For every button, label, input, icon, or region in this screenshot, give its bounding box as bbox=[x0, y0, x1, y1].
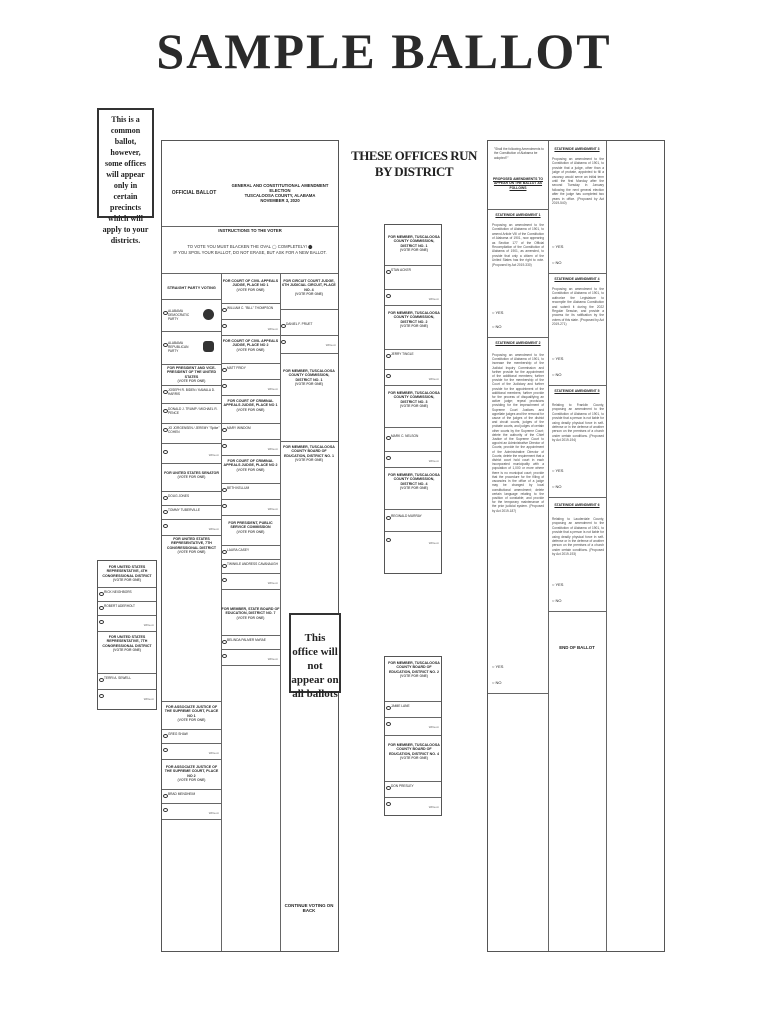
amendment-2-yes[interactable]: ○ YES bbox=[492, 664, 504, 669]
commission-1-title: FOR MEMBER, TUSCALOOSA COUNTY COMMISSION, DISTRICT NO. 1 bbox=[388, 235, 440, 248]
boe-4-title: FOR MEMBER, TUSCALOOSA COUNTY BOARD OF EDUCATION, DISTRICT NO. 4 bbox=[388, 743, 440, 756]
amendment-3-no[interactable]: ○ NO bbox=[552, 260, 562, 265]
amendment-6-yes[interactable]: ○ YES bbox=[552, 582, 564, 587]
amendment-question: "Shall the following Amendments to the Constitution of Alabama be adopted?" bbox=[494, 147, 544, 160]
commission-4-title: FOR MEMBER, TUSCALOOSA COUNTY COMMISSION, DISTRICT NO. 4 bbox=[388, 473, 440, 486]
amendment-4-no[interactable]: ○ NO bbox=[552, 372, 562, 377]
yes-label: YES bbox=[495, 310, 504, 315]
write-in-label: Write-in bbox=[208, 751, 219, 755]
state-board-education-title: FOR MEMBER, STATE BOARD OF EDUCATION, DISTRICT NO. 7 bbox=[221, 607, 280, 616]
ballot-column-3 bbox=[280, 273, 338, 951]
write-in-label: Write-in bbox=[325, 343, 336, 347]
no-label: NO bbox=[555, 598, 562, 603]
assoc-justice-2-title: FOR ASSOCIATE JUSTICE OF THE SUPREME COURT, PLACE NO 2 bbox=[164, 765, 219, 778]
instructions-line-2: IF YOU SPOIL YOUR BALLOT, DO NOT ERASE, BUT ASK FOR A NEW BALLOT. bbox=[173, 250, 327, 255]
candidate-mark-nelson[interactable] bbox=[385, 435, 441, 439]
vote-for-one: (VOTE FOR ONE) bbox=[113, 578, 141, 583]
commission-2-title: FOR MEMBER, TUSCALOOSA COUNTY COMMISSION, DISTRICT NO. 2 bbox=[388, 311, 440, 324]
vote-for-one: (VOTE FOR ONE) bbox=[177, 475, 206, 480]
write-in-label: Write-in bbox=[428, 725, 439, 729]
county-commission-header bbox=[280, 369, 338, 386]
president-header bbox=[162, 366, 221, 383]
county-boe-header bbox=[280, 445, 338, 462]
instructions-title: INSTRUCTIONS TO THE VOTER bbox=[218, 228, 282, 233]
write-in-label: Write-in bbox=[428, 459, 439, 463]
yes-label: YES bbox=[555, 244, 564, 249]
amendment-5-yes[interactable]: ○ YES bbox=[552, 468, 564, 473]
criminal-appeals-2-header bbox=[221, 459, 280, 472]
candidate-name: BETH KELLUM bbox=[227, 486, 250, 490]
election-date: NOVEMBER 3, 2020 bbox=[260, 198, 300, 203]
candidate-name: TWINKLE ANDRESS CAVANAUGH bbox=[227, 562, 278, 566]
no-label: NO bbox=[555, 372, 562, 377]
amendments-column-2 bbox=[548, 141, 606, 951]
candidate-name: DANIEL F. PRUET bbox=[286, 322, 313, 326]
candidate-stan-acker[interactable] bbox=[385, 269, 441, 273]
amendment-3-text: Proposing an amendment to the Constitution of Alabama of 1901, to provide that a judge, other than a judge of probate, appointed to fill a vacancy would serve an initial term until the first Monday after the second Tuesday in January following the next general election after the judge has completed two years in office. (Proposed by Act 2019-540) bbox=[552, 157, 604, 206]
vote-for-one: (VOTE FOR ONE) bbox=[236, 615, 265, 620]
civil-appeals-2-title: FOR COURT OF CIVIL APPEALS JUDGE, PLACE NO 2 bbox=[222, 339, 279, 348]
write-in-label: Write-in bbox=[267, 387, 278, 391]
candidate-jerry-tingle[interactable] bbox=[385, 353, 441, 357]
candidate-name: BRAD MENDHEIM bbox=[168, 792, 196, 796]
commission-2-header bbox=[385, 311, 443, 328]
page-title: SAMPLE BALLOT bbox=[156, 23, 612, 79]
candidate-matt-fridy[interactable] bbox=[221, 367, 280, 371]
vote-for-one: (VOTE FOR ONE) bbox=[400, 324, 428, 329]
rep7-left-title: FOR UNITED STATES REPRESENTATIVE, 7TH CONGRESSIONAL DISTRICT bbox=[102, 635, 152, 648]
ballot-column-2 bbox=[221, 273, 280, 951]
amendment-3-yes[interactable]: ○ YES bbox=[552, 244, 564, 249]
amendment-2-no[interactable]: ○ NO bbox=[492, 680, 502, 685]
write-in-label: Write-in bbox=[267, 507, 278, 511]
amendment-5-text: Relating to Franklin County, proposing an amendment to the Constitution of Alabama of 1901, to provide that a person is not liable for using deadly physical force in self-defense or in the defense of another person on the premises of a church under certain conditions. (Proposed by Act 2019-194) bbox=[552, 403, 604, 443]
candidate-laura-casey[interactable] bbox=[221, 549, 280, 553]
civil-appeals-1-title: FOR COURT OF CIVIL APPEALS JUDGE, PLACE NO 1 bbox=[222, 279, 279, 288]
assoc-justice-1-header bbox=[162, 705, 221, 722]
county-name: TUSCALOOSA COUNTY, ALABAMA bbox=[244, 193, 316, 198]
candidate-belinda-mcrae[interactable] bbox=[221, 639, 280, 643]
straight-party-header: STRAIGHT PARTY VOTING bbox=[167, 286, 216, 290]
ballot-column-1 bbox=[162, 273, 221, 951]
amendment-2-heading: STATEWIDE AMENDMENT 2 bbox=[495, 341, 541, 345]
amendment-6-no[interactable]: ○ NO bbox=[552, 598, 562, 603]
vote-for-one: (VOTE FOR ONE) bbox=[295, 458, 323, 463]
boe-4-header bbox=[385, 743, 443, 760]
republican-elephant-icon bbox=[203, 341, 214, 352]
candidate-rick-neighbors[interactable] bbox=[98, 591, 156, 595]
psc-title: FOR PRESIDENT, PUBLIC SERVICE COMMISSION bbox=[228, 521, 273, 530]
vote-for-one: (VOTE FOR ONE) bbox=[113, 648, 141, 653]
election-title bbox=[224, 183, 336, 203]
common-ballot-note: This is a common ballot, however, some offices will appear only in certain precincts which will apply to your districts. bbox=[97, 108, 154, 218]
assoc-justice-1-title: FOR ASSOCIATE JUSTICE OF THE SUPREME COURT, PLACE NO 1 bbox=[164, 705, 219, 718]
amendment-6-text: Relating to Lauderdale County, proposing an amendment to the Constitution of Alabama of 1901, to provide that a person is not liable for using deadly physical force in self-defense or in the defense of another person on the premises of a church under certain conditions. (Proposed by Act 2019-193) bbox=[552, 517, 604, 557]
write-in-label: Write-in bbox=[267, 657, 278, 661]
left-representatives-panel bbox=[97, 560, 157, 710]
write-in-label: Write-in bbox=[208, 811, 219, 815]
candidate-name: TOMMY TUBERVILLE bbox=[168, 508, 201, 512]
amendment-1-yes[interactable]: ○ YES bbox=[492, 310, 504, 315]
amendment-6-heading: STATEWIDE AMENDMENT 6 bbox=[554, 503, 600, 507]
vote-for-one: (VOTE FOR ONE) bbox=[236, 529, 265, 534]
vote-for-one: (VOTE FOR ONE) bbox=[236, 467, 265, 472]
president-title: FOR PRESIDENT AND VICE-PRESIDENT OF THE UNITED STATES bbox=[166, 366, 217, 379]
vote-for-one: (VOTE FOR ONE) bbox=[400, 674, 428, 679]
vote-for-one: (VOTE FOR ONE) bbox=[400, 486, 428, 491]
criminal-appeals-1-title: FOR COURT OF CRIMINAL APPEALS JUDGE, PLACE NO 1 bbox=[223, 399, 278, 408]
yes-label: YES bbox=[495, 664, 504, 669]
candidate-name: MATT FRIDY bbox=[227, 366, 246, 370]
yes-label: YES bbox=[555, 356, 564, 361]
candidate-name: GREG SHAW bbox=[168, 732, 188, 736]
candidate-name: JERRY TINGLE bbox=[391, 352, 414, 356]
candidate-name: BELINDA PALMER McRAE bbox=[227, 638, 266, 642]
democratic-label: ALABAMA DEMOCRATIC PARTY bbox=[168, 309, 190, 321]
candidate-robert-aderholt[interactable] bbox=[98, 605, 156, 609]
amendment-4-heading: STATEWIDE AMENDMENT 4 bbox=[554, 277, 600, 281]
candidate-name: REGINALD MURRAY bbox=[391, 514, 422, 518]
candidate-name: TERRI A. SEWELL bbox=[104, 676, 132, 680]
proposed-amendments-label: PROPOSED AMENDMENTS TO APPEAR ON THE BALLOT AS FOLLOWS bbox=[493, 177, 543, 190]
vote-for-one: (VOTE FOR ONE) bbox=[236, 287, 265, 292]
commission-3-header bbox=[385, 391, 443, 408]
candidate-biden-harris[interactable] bbox=[162, 389, 221, 397]
civil-appeals-2-header bbox=[221, 339, 280, 352]
commission-1-header bbox=[385, 235, 443, 252]
write-in-label: Write-in bbox=[428, 805, 439, 809]
candidate-jorgensen-cohen[interactable] bbox=[162, 427, 221, 435]
senator-header bbox=[162, 471, 221, 479]
no-label: NO bbox=[555, 260, 562, 265]
rep4-title: FOR UNITED STATES REPRESENTATIVE, 4TH CONGRESSIONAL DISTRICT bbox=[102, 565, 152, 578]
office-not-on-all-ballots-callout: This office will not appear on all ballots bbox=[289, 613, 341, 693]
vote-for-one: (VOTE FOR ONE) bbox=[295, 382, 323, 387]
criminal-appeals-2-title: FOR COURT OF CRIMINAL APPEALS JUDGE, PLACE NO 2 bbox=[223, 459, 278, 468]
amendment-4-yes[interactable]: ○ YES bbox=[552, 356, 564, 361]
rep7-title: FOR UNITED STATES REPRESENTATIVE, 7TH CONGRESSIONAL DISTRICT bbox=[166, 537, 217, 550]
assoc-justice-2-header bbox=[162, 765, 221, 782]
circuit-court-header bbox=[280, 279, 338, 296]
civil-appeals-1-header bbox=[221, 279, 280, 292]
write-in-label: Write-in bbox=[267, 327, 278, 331]
vote-for-one: (VOTE FOR ONE) bbox=[400, 248, 428, 253]
boe-2-header bbox=[385, 661, 443, 678]
continue-voting: CONTINUE VOTING ON BACK bbox=[284, 903, 334, 914]
election-name: GENERAL AND CONSTITUTIONAL AMENDMENT ELECTION bbox=[231, 183, 329, 193]
candidate-name: JAMIE LANE bbox=[391, 704, 410, 708]
candidate-name: MARK C. NELSON bbox=[391, 434, 419, 438]
district-boe-panel bbox=[384, 656, 442, 816]
democratic-rooster-icon bbox=[203, 309, 214, 320]
write-in-label: Write-in bbox=[267, 447, 278, 451]
vote-for-one: (VOTE FOR ONE) bbox=[236, 347, 265, 352]
candidate-name: MARY WINDOM bbox=[227, 426, 251, 430]
candidate-name: ROBERT ADERHOLT bbox=[104, 604, 135, 608]
amendments-column-1 bbox=[488, 141, 548, 951]
amendment-1-no[interactable]: ○ NO bbox=[492, 324, 502, 329]
write-in-label: Write-in bbox=[267, 581, 278, 585]
amendment-5-no[interactable]: ○ NO bbox=[552, 484, 562, 489]
county-commission-title: FOR MEMBER, TUSCALOOSA COUNTY COMMISSION, DISTRICT NO. 1 bbox=[283, 369, 335, 382]
amendments-sheet bbox=[487, 140, 665, 952]
candidate-bill-thompson[interactable] bbox=[221, 307, 280, 311]
vote-for-one: (VOTE FOR ONE) bbox=[400, 756, 428, 761]
yes-label: YES bbox=[555, 582, 564, 587]
circuit-court-title: FOR CIRCUIT COURT JUDGE, 6TH JUDICIAL CIRCUIT, PLACE NO. 4 bbox=[282, 279, 336, 292]
amendment-1-text: Proposing an amendment to the Constitution of Alabama of 1901, to amend Article VIII of the Constitution of Alabama of 1901, now appearing as Section 177 of the Official Recompilation of the Constitution of Alabama of 1901, as amended, to provide that only a citizen of the United States has the right to vote. (Proposed by Act 2019-330) bbox=[492, 223, 544, 267]
write-in-label: Write-in bbox=[428, 541, 439, 545]
candidate-greg-shaw[interactable] bbox=[162, 733, 221, 737]
candidate-name: DON PRESLEY bbox=[391, 784, 414, 788]
amendment-1-heading: STATEWIDE AMENDMENT 1 bbox=[495, 213, 541, 217]
vote-for-one: (VOTE FOR ONE) bbox=[177, 550, 206, 555]
no-label: NO bbox=[495, 324, 502, 329]
candidate-name: JO JORGENSEN / JEREMY "Spike" COHEN bbox=[168, 426, 220, 434]
amendment-2-text: Proposing an amendment to the Constitution of Alabama of 1901, to increase the membership of the Judicial Inquiry Commission and further provide for the appointment of the additional members; further provide for the membership of the Court of the Judiciary and further provide for the appointment of the additional members; further provide for the process of disqualifying an active judge; repeal provisions providing for the impeachment of Supreme Court Justices and appellate judges and the removal for cause of the judges of the district and circuit courts, judges of the probate courts, and judges of certain other courts by the Supreme Court; delete the authority of the Chief Justice of the Supreme Court to appoint an Administrative Director of Courts; provide for the appointment of the Administrative Director of Courts; delete the requirement that a district court hold court in each incorporated municipality with a population of 1,000 or more where there is no municipal court; provide that the procedure for the filling of vacancies in the office of a judge may be changed by local constitutional amendment; delete certain language relating to the position of constable; and provide for the temporary maintenance of the prior judicial system. (Proposed by Act 2019-187) bbox=[492, 353, 544, 513]
no-label: NO bbox=[555, 484, 562, 489]
candidate-terri-sewell[interactable] bbox=[98, 677, 156, 681]
candidate-brad-mendheim[interactable] bbox=[162, 793, 221, 797]
candidate-don-presley[interactable] bbox=[385, 785, 441, 789]
commission-3-title: FOR MEMBER, TUSCALOOSA COUNTY COMMISSION, DISTRICT NO. 3 bbox=[388, 391, 440, 404]
ballot-sheet bbox=[161, 140, 339, 952]
criminal-appeals-1-header bbox=[221, 399, 280, 412]
candidate-name: DOUG JONES bbox=[168, 494, 190, 498]
write-in-label: Write-in bbox=[143, 623, 154, 627]
boe-2-title: FOR MEMBER, TUSCALOOSA COUNTY BOARD OF EDUCATION, DISTRICT NO. 2 bbox=[388, 661, 440, 674]
vote-for-one: (VOTE FOR ONE) bbox=[295, 292, 323, 297]
candidate-daniel-pruet[interactable] bbox=[280, 323, 338, 327]
write-in-label: Write-in bbox=[208, 527, 219, 531]
candidate-jamie-lane[interactable] bbox=[385, 705, 441, 709]
candidate-name: LAURA CASEY bbox=[227, 548, 250, 552]
rep4-header bbox=[98, 565, 156, 582]
write-in-label: Write-in bbox=[428, 377, 439, 381]
vote-for-one: (VOTE FOR ONE) bbox=[177, 778, 206, 783]
candidate-name: JOSEPH R. BIDEN / KAMALA D. HARRIS bbox=[168, 388, 215, 396]
candidate-doug-jones[interactable] bbox=[162, 495, 221, 499]
commission-4-header bbox=[385, 473, 443, 490]
senator-title: FOR UNITED STATES SENATOR bbox=[164, 471, 219, 475]
yes-label: YES bbox=[555, 468, 564, 473]
candidate-trump-pence[interactable] bbox=[162, 408, 221, 416]
candidate-mary-windom[interactable] bbox=[221, 427, 280, 431]
state-board-education-header bbox=[221, 607, 280, 620]
candidate-twinkle-cavanaugh[interactable] bbox=[221, 563, 280, 567]
vote-for-one: (VOTE FOR ONE) bbox=[400, 404, 428, 409]
candidate-reginald-murray[interactable] bbox=[385, 515, 441, 519]
candidate-name: DONALD J. TRUMP / MICHAEL R. PENCE bbox=[168, 407, 218, 415]
write-in-label: Write-in bbox=[428, 297, 439, 301]
republican-label: ALABAMA REPUBLICAN PARTY bbox=[168, 341, 189, 353]
no-label: NO bbox=[495, 680, 502, 685]
write-in-label: Write-in bbox=[143, 697, 154, 701]
candidate-tuberville[interactable] bbox=[162, 509, 221, 513]
candidate-name: WILLIAM C. "BILL" THOMPSON bbox=[227, 306, 274, 310]
candidate-name: STAN ACKER bbox=[391, 268, 411, 272]
county-boe-title: FOR MEMBER, TUSCALOOSA COUNTY BOARD OF EDUCATION, DISTRICT NO. 1 bbox=[283, 445, 335, 458]
district-heading: THESE OFFICES RUN BY DISTRICT bbox=[351, 148, 477, 179]
vote-for-one: (VOTE FOR ONE) bbox=[177, 718, 206, 723]
vote-for-one: (VOTE FOR ONE) bbox=[177, 379, 206, 384]
candidate-name: RICK NEIGHBORS bbox=[104, 590, 132, 594]
rep7-left-header bbox=[98, 635, 156, 652]
amendment-5-heading: STATEWIDE AMENDMENT 5 bbox=[554, 389, 600, 393]
district-commission-panel bbox=[384, 224, 442, 574]
official-ballot-label: OFFICIAL BALLOT bbox=[171, 190, 217, 196]
amendment-4-text: Proposing an amendment to the Constitution of Alabama of 1901, to authorize the Legislature to recompile the Alabama Constitution and submit it during the 2022 Regular Session, and provide a process for its ratification by the voters of this state. (Proposed by Act 2019-271) bbox=[552, 287, 604, 327]
amendment-3-heading: STATEWIDE AMENDMENT 3 bbox=[554, 147, 600, 151]
instructions-line-1: TO VOTE YOU MUST BLACKEN THE OVAL ◯ COMPLETELY! ⬤ bbox=[187, 244, 313, 249]
vote-for-one: (VOTE FOR ONE) bbox=[236, 407, 265, 412]
write-in-label: Write-in bbox=[208, 453, 219, 457]
rep7-header bbox=[162, 537, 221, 554]
end-of-ballot: END OF BALLOT bbox=[559, 645, 595, 650]
psc-header bbox=[221, 521, 280, 534]
candidate-beth-kellum[interactable] bbox=[221, 487, 280, 491]
